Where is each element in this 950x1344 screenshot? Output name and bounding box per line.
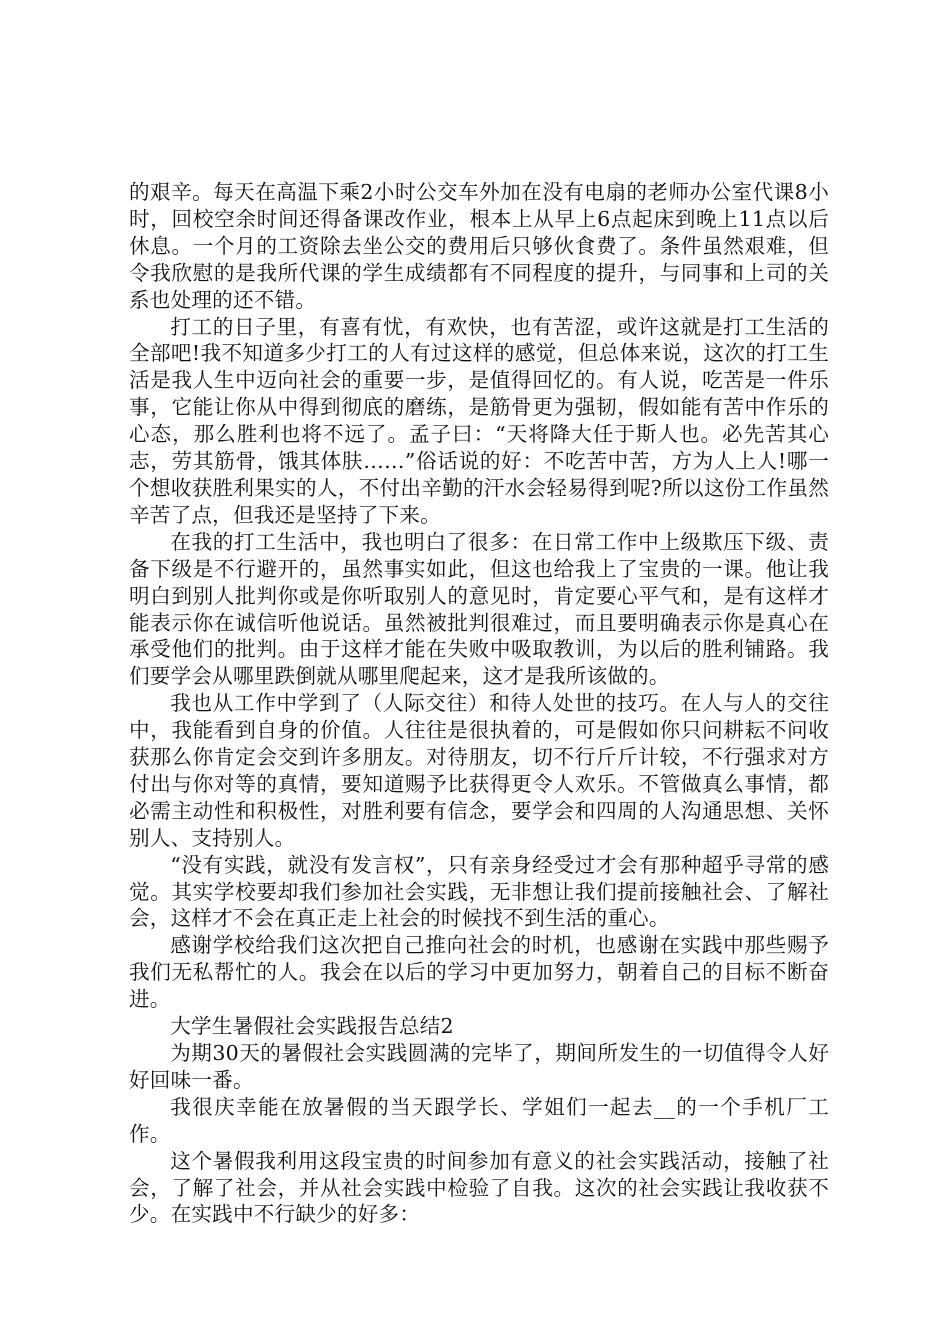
paragraph-2: 打工的日子里，有喜有忧，有欢快，也有苦涩，或许这就是打工生活的全部吧!我不知道多少打工的人有过这样的感觉，但总体来说，这次的打工生活是我人生中迈向社会的重要一步，是值得回忆的。有人说，吃苦是一件乐事，它能让你从中得到彻底的磨练，是筋骨更为强韧，假如能有苦中作乐的心态，那么胜利也将不远了。孟子曰：“天将降大任于斯人也。必先苦其心志，劳其筋骨，饿其体肤……”俗话说的好：不吃苦中苦，方为人上人!哪一个想收获胜利果实的人，不付出辛勤的汗水会轻易得到呢?所以这份工作虽然辛苦了点，但我还是坚持了下来。	[129, 314, 829, 527]
paragraph-3: 在我的打工生活中，我也明白了很多：在日常工作中上级欺压下级、责备下级是不行避开的，虽然事实如此，但这也给我上了宝贵的一课。他让我明白到别人批判你或是你听取别人的意见时，肯定要心平气和，是有这样才能表示你在诚信听他说话。虽然被批判很难过，而且要明确表示你是真心在承受他们的批判。由于这样才能在失败中吸取教训，为以后的胜利铺路。我们要学会从哪里跌倒就从哪里爬起来，这才是我所该做的。	[129, 529, 829, 689]
paragraph-4: 我也从工作中学到了（人际交往）和待人处世的技巧。在人与人的交往中，我能看到自身的价值。人往往是很执着的，可是假如你只问耕耘不问收获那么你肯定会交到许多朋友。对待朋友，切不行斤斤计较，不行强求对方付出与你对等的真情，要知道赐予比获得更令人欢乐。不管做真么事情，都必需主动性和积极性，对胜利要有信念，要学会和四周的人沟通思想、关怀别人、支持别人。	[129, 691, 829, 850]
paragraph-7: 为期30天的暑假社会实践圆满的完毕了，期间所发生的一切值得令人好好回味一番。	[129, 1041, 829, 1092]
paragraph-1: 的艰辛。每天在高温下乘2小时公交车外加在没有电扇的老师办公室代课8小时，回校空余时间还得备课改作业，根本上从早上6点起床到晚上11点以后休息。一个月的工资除去坐公交的费用后只够伙食费了。条件虽然艰难，但令我欣慰的是我所代课的学生成绩都有不同程度的提升，与同事和上司的关系也处理的还不错。	[129, 180, 829, 312]
paragraph-5: “没有实践，就没有发言权”，只有亲身经受过才会有那种超乎寻常的感觉。其实学校要却我们参加社会实践，无非想让我们提前接触社会、了解社会，这样才不会在真正走上社会的时候找不到生活的重心。	[129, 852, 829, 931]
paragraph-8: 我很庆幸能在放暑假的当天跟学长、学姐们一起去__的一个手机厂工作。	[129, 1094, 829, 1146]
paragraph-9: 这个暑假我利用这段宝贵的时间参加有意义的社会实践活动，接触了社会，了解了社会，并从社会实践中检验了自我。这次的社会实践让我收获不少。在实践中不行缺少的好多：	[129, 1148, 829, 1227]
paragraph-6: 感谢学校给我们这次把自己推向社会的时机，也感谢在实践中那些赐予我们无私帮忙的人。我会在以后的学习中更加努力，朝着自己的目标不断奋进。	[129, 933, 829, 1012]
section-heading: 大学生暑假社会实践报告总结2	[170, 1014, 454, 1039]
document-body	[129, 179, 829, 1228]
